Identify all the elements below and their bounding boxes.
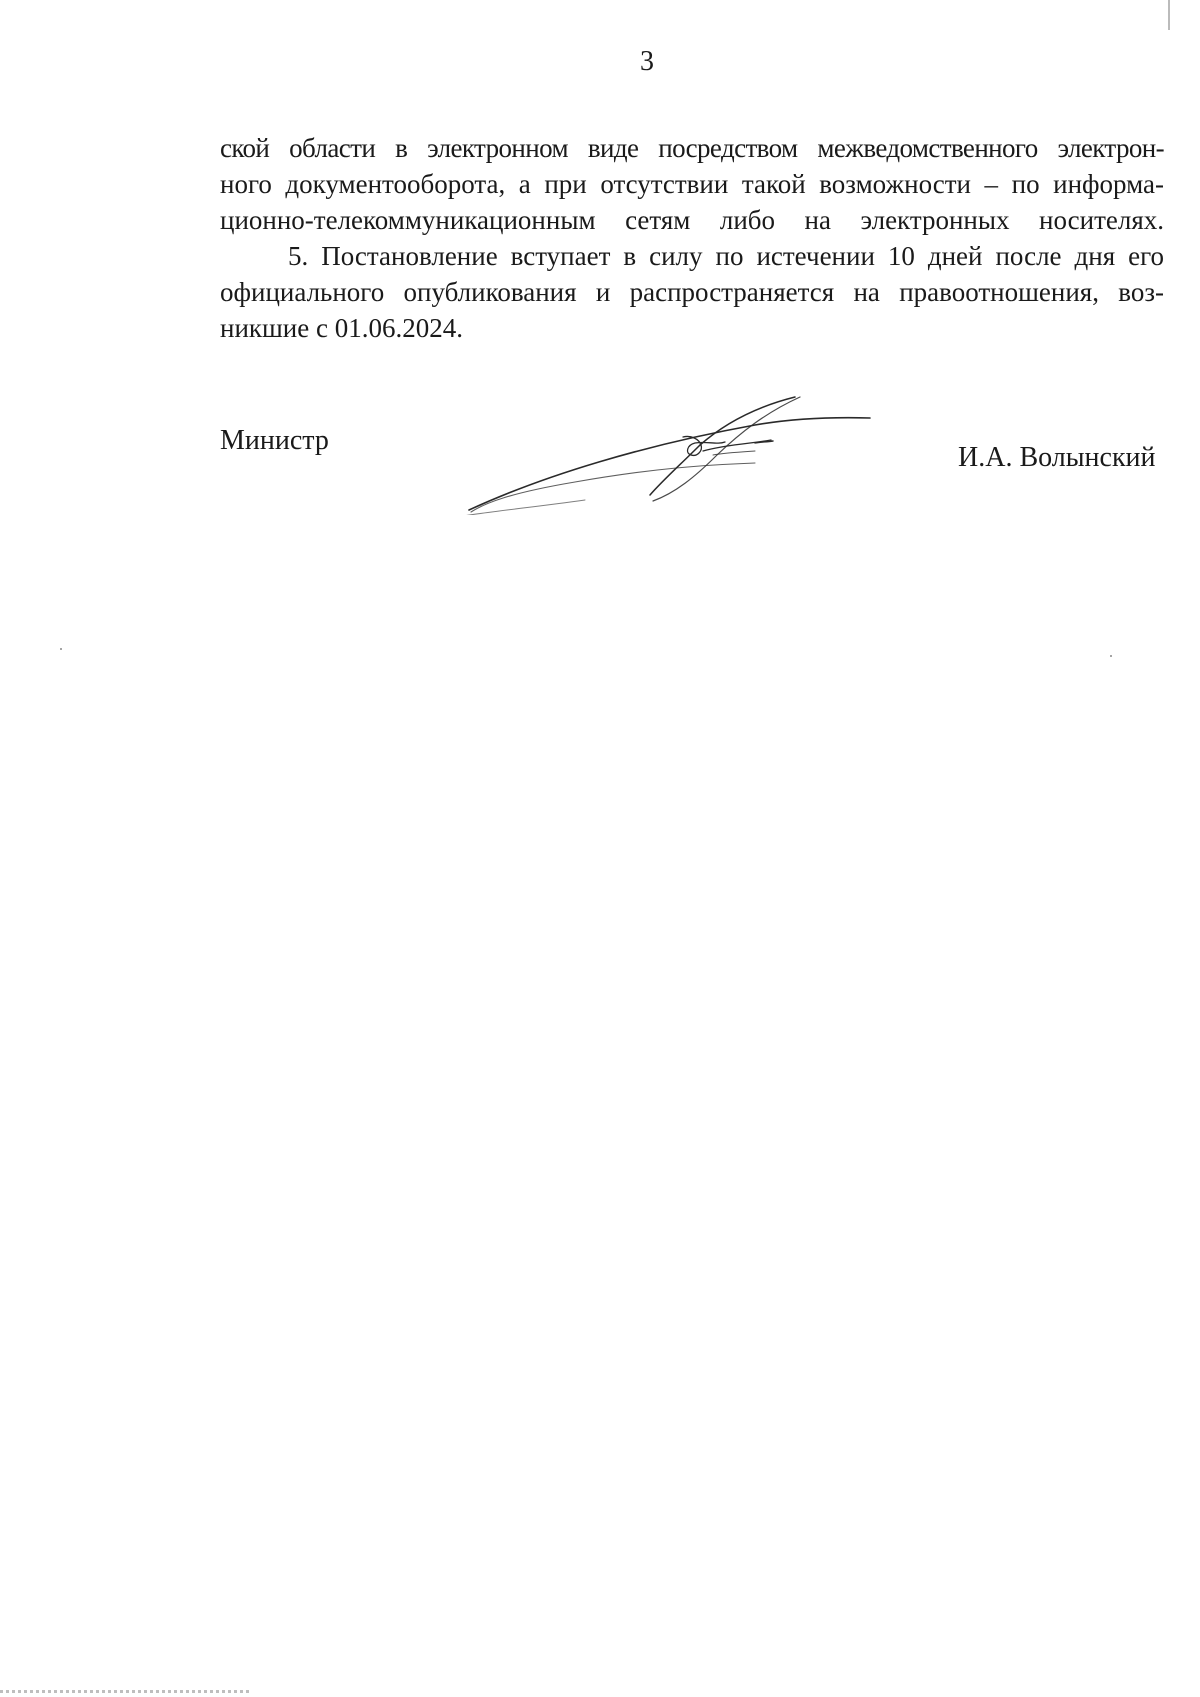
scan-edge-artifact	[0, 1690, 250, 1693]
handwritten-signature	[455, 385, 885, 515]
paragraph-line: 5. Постановление вступает в силу по истечении 10 дней после дня его	[288, 241, 1164, 271]
page-number: 3	[640, 46, 654, 77]
signatory-title: Министр	[220, 425, 329, 456]
body-text	[220, 130, 1164, 346]
scan-speck	[1110, 655, 1112, 657]
paragraph-line: ской области в электронном виде посредством межведомственного электрон-	[220, 133, 1164, 163]
scan-speck	[60, 648, 62, 650]
paragraph-line: официального опубликования и распространяется на правоотношения, воз-	[220, 277, 1164, 307]
paragraph-line: ного документооборота, а при отсутствии такой возможности – по информа-	[220, 169, 1164, 199]
signatory-name: И.А. Волынский	[958, 442, 1156, 473]
paragraph-line: ционно-телекоммуникационным сетям либо на электронных носителях.	[220, 205, 1164, 235]
paragraph-line: никшие с 01.06.2024.	[220, 313, 463, 343]
scan-edge-artifact	[1168, 0, 1170, 30]
